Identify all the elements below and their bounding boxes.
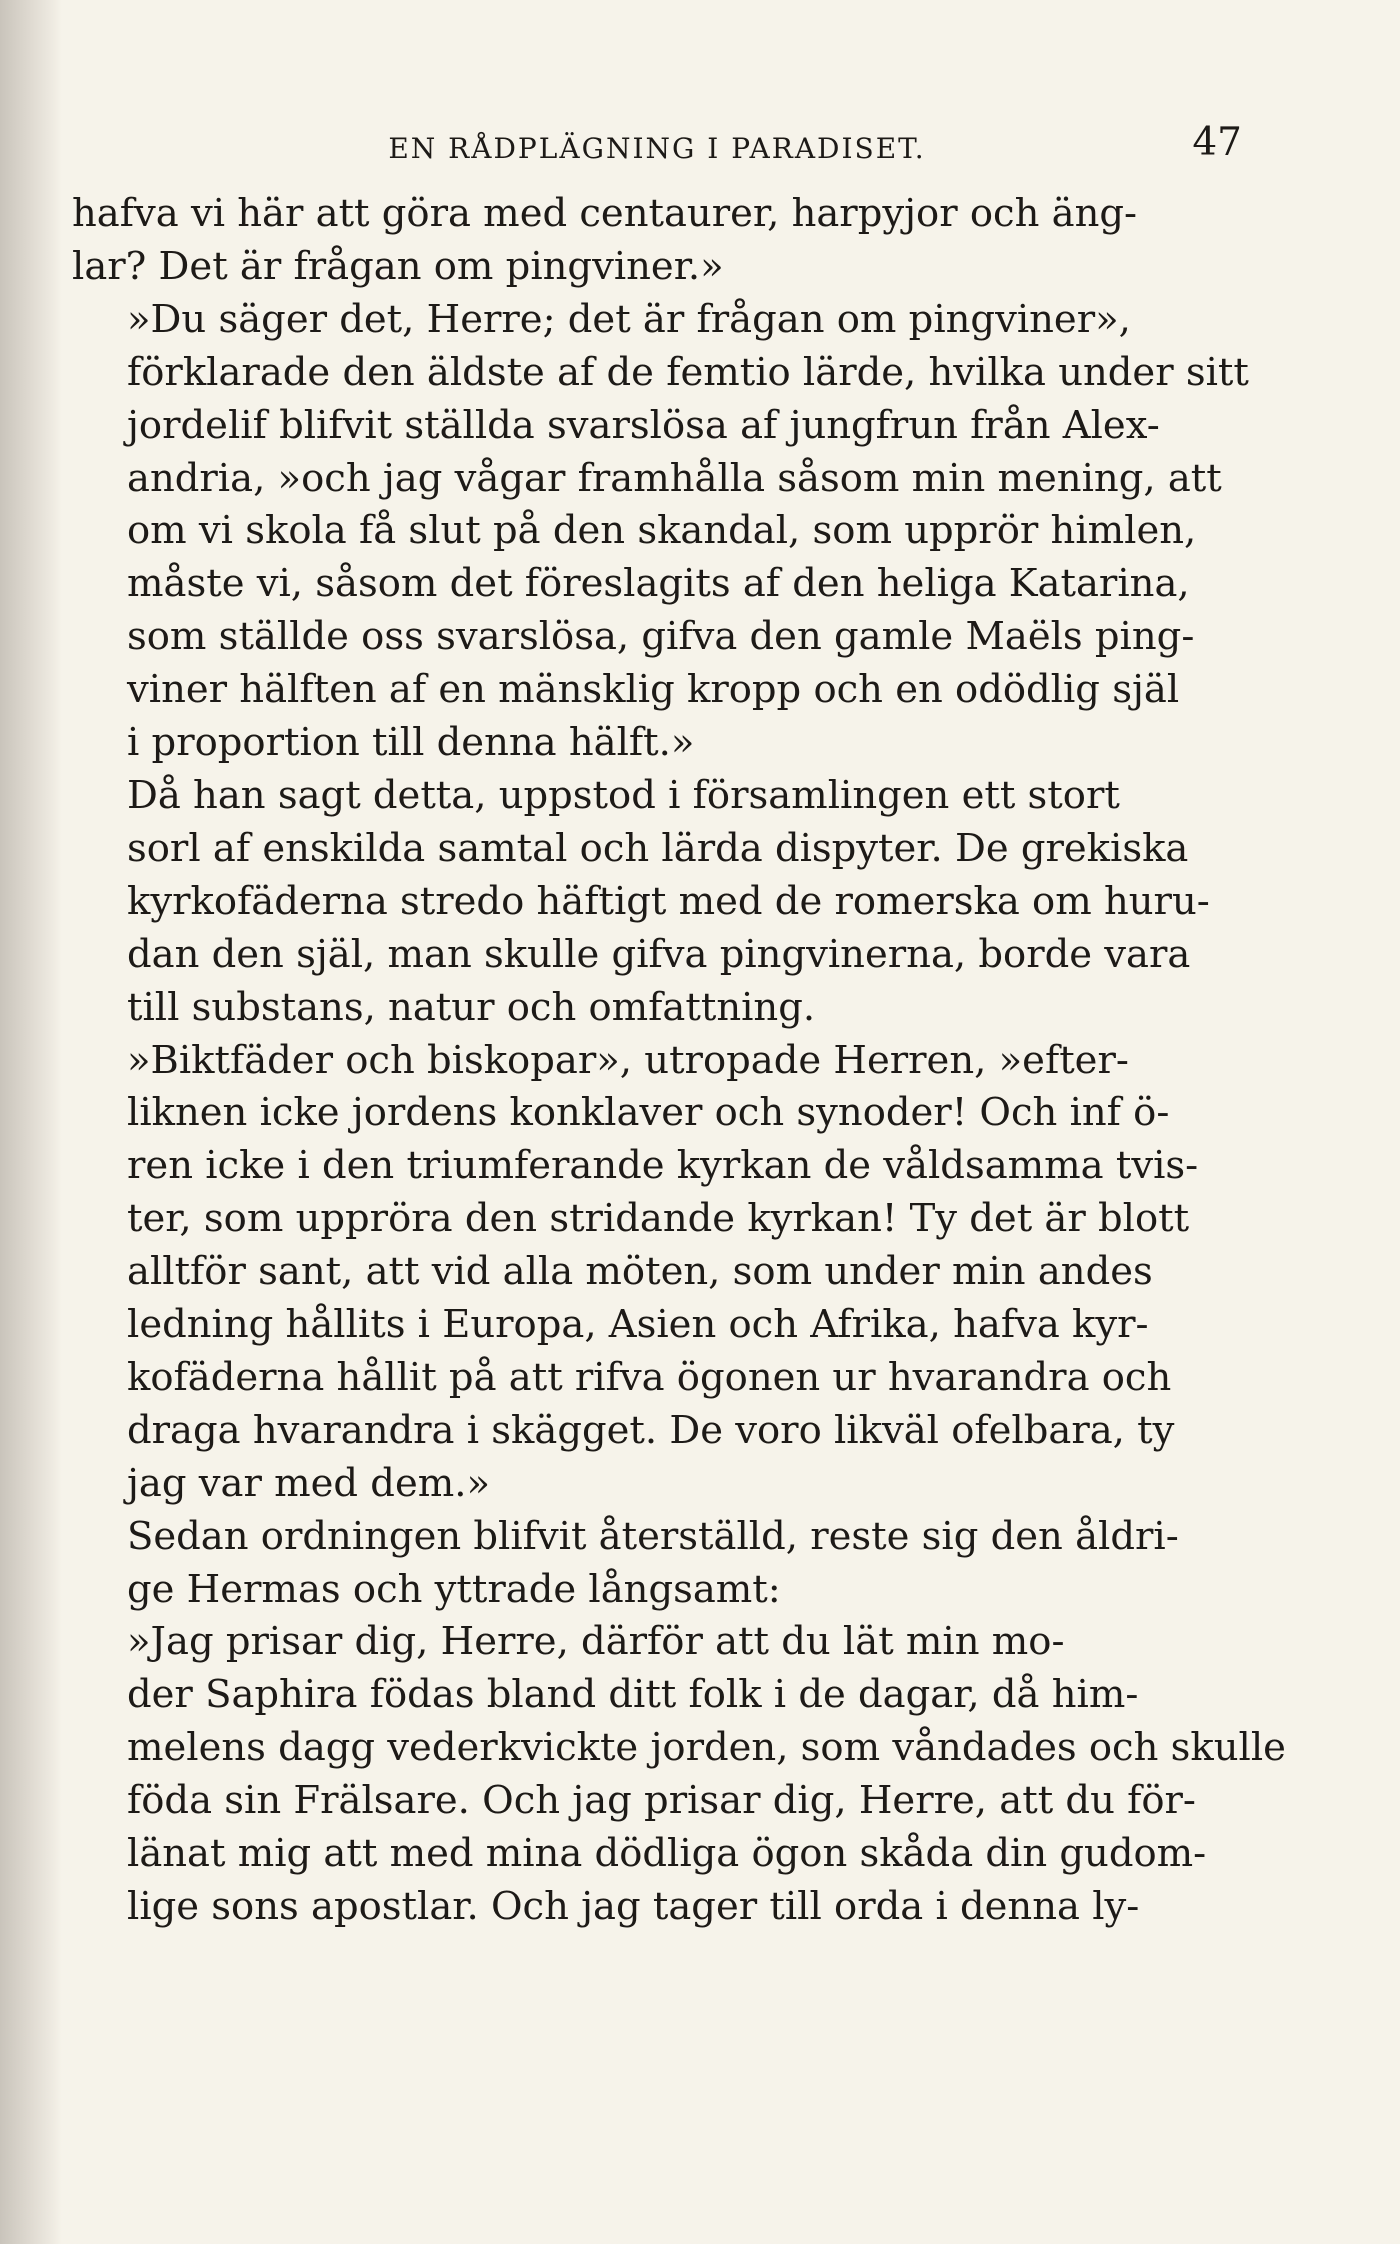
book-page bbox=[72, 118, 1286, 2018]
paragraph bbox=[72, 188, 1242, 294]
text-line: hafva vi här att göra med centaurer, harpyjor och äng- bbox=[72, 191, 1138, 236]
text-line: måste vi, såsom det föreslagits af den heliga Katarina, bbox=[127, 561, 1190, 607]
text-line: »Biktfäder och biskopar», utropade Herren, »efter- bbox=[127, 1037, 1129, 1083]
paragraph bbox=[72, 1035, 1242, 1511]
text-line: ge Hermas och yttrade långsamt: bbox=[127, 1566, 781, 1612]
text-line: till substans, natur och omfattning. bbox=[127, 984, 816, 1030]
text-line: ter, som upprörа den stridande kyrkan! Ty det är blott bbox=[127, 1196, 1190, 1242]
text-line: der Saphira födas bland ditt folk i de dagar, då him- bbox=[127, 1672, 1139, 1718]
text-line: draga hvarandra i skägget. De voro likväl ofelbara, ty bbox=[127, 1407, 1175, 1453]
page-number: 47 bbox=[1192, 120, 1242, 165]
text-line: föda sin Frälsare. Och jag prisar dig, Herre, att du för- bbox=[127, 1778, 1196, 1824]
text-line: länat mig att med mina dödliga ögon skåda din gudom- bbox=[127, 1831, 1207, 1877]
running-title: EN RÅDPLÄGNING I PARADISET. bbox=[388, 132, 926, 165]
text-line: melens dagg vederkvickte jorden, som våndades och skulle bbox=[127, 1725, 1286, 1771]
text-line: om vi skola få slut på den skandal, som upprör himlen, bbox=[127, 508, 1197, 554]
text-line: ledning hållits i Europa, Asien och Afrika, hafva kyr- bbox=[127, 1302, 1149, 1348]
text-line: i proportion till denna hälft.» bbox=[127, 720, 695, 766]
body-text bbox=[72, 188, 1286, 1934]
paragraph bbox=[72, 294, 1249, 770]
paragraph bbox=[72, 1511, 1242, 1617]
text-line: jordelif blifvit ställda svarslösa af jungfrun från Alex- bbox=[127, 402, 1160, 448]
text-line: lige sons apostlar. Och jag tager till orda i denna ly- bbox=[127, 1884, 1140, 1929]
text-line: kyrkofäderna stredo häftigt med de romerska om huru- bbox=[127, 878, 1210, 924]
paragraph bbox=[72, 1616, 1286, 1933]
text-line: ren icke i den triumferande kyrkan de våldsamma tvis- bbox=[127, 1143, 1199, 1189]
text-line: sorl af enskilda samtal och lärda dispyter. De grekiska bbox=[127, 825, 1189, 871]
text-line: liknen icke jordens konklaver och synoder! Och inf ö- bbox=[127, 1090, 1170, 1136]
text-line: »Du säger det, Herre; det är frågan om pingviner», bbox=[127, 296, 1131, 342]
text-line: Då han sagt detta, uppstod i församlingen ett stort bbox=[127, 772, 1120, 818]
text-line: jag var med dem.» bbox=[127, 1460, 491, 1506]
text-line: andria, »och jag vågar framhålla såsom min mening, att bbox=[127, 455, 1222, 501]
paragraph bbox=[72, 770, 1242, 1035]
text-line: dan den själ, man skulle gifva pingvinerna, borde vara bbox=[127, 931, 1191, 977]
scan-edge-shadow bbox=[0, 0, 62, 2244]
text-line: »Jag prisar dig, Herre, därför att du lät min mo- bbox=[127, 1619, 1065, 1665]
text-line: lar? Det är frågan om pingviner.» bbox=[72, 243, 724, 289]
text-line: förklarade den äldste af de femtio lärde, hvilka under sitt bbox=[127, 349, 1249, 395]
text-line: kofäderna hållit på att rifva ögonen ur hvarandra och bbox=[127, 1354, 1172, 1400]
text-line: som ställde oss svarslösa, gifva den gamle Maëls ping- bbox=[127, 614, 1195, 660]
running-head bbox=[72, 118, 1242, 178]
text-line: Sedan ordningen blifvit återställd, reste sig den åldri- bbox=[127, 1513, 1179, 1559]
text-line: viner hälften af en mänsklig kropp och en odödlig själ bbox=[127, 667, 1180, 713]
text-line: alltför sant, att vid alla möten, som under min andes bbox=[127, 1249, 1153, 1295]
